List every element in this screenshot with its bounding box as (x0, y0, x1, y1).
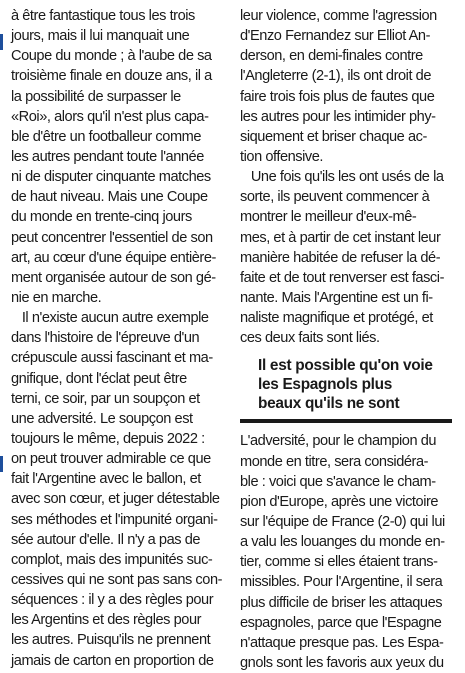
right-column (240, 6, 456, 673)
text-line: fait l'Argentine avec le ballon, et (11, 471, 201, 488)
margin-marker-top (0, 34, 3, 50)
text-line: mes, et à partir de cet instant leur (240, 229, 441, 246)
text-line: missibles. Pour l'Argentine, il sera (240, 574, 443, 591)
text-line: toujours le même, depuis 2022 : (11, 430, 205, 447)
text-line: les autres pour les intimider phy- (240, 108, 436, 125)
text-line: jours, mais il lui manquait une (11, 28, 190, 45)
text-line: gnols sont les favoris aux yeux du (240, 654, 444, 671)
text-line: tier, comme si elles étaient trans- (240, 554, 438, 571)
text-line: art, au cœur d'une équipe entière- (11, 249, 216, 266)
section-gap (240, 348, 456, 354)
text-line: à être fantastique tous les trois (11, 8, 195, 24)
text-line: nante. Mais l'Argentine est un fi- (240, 289, 433, 306)
left-column (11, 6, 224, 671)
text-line: «Roi», alors qu'il n'est plus capa- (11, 108, 209, 125)
text-line: cessives qui ne sont pas sans con- (11, 571, 223, 588)
text-line: on peut trouver admirable ce que (11, 451, 211, 468)
text-line: ment organisée autour de son gé- (11, 269, 216, 286)
text-line: L'adversité, pour le champion du (240, 433, 437, 450)
text-line: montrer le meilleur d'eux-mê- (240, 209, 417, 226)
text-line: ble : voici que s'avance le cham- (240, 473, 436, 490)
text-line: ces deux faits sont liés. (240, 330, 380, 347)
text-line: n'attaque presque pas. Les Espa- (240, 634, 444, 651)
text-line: une adversité. Le soupçon est (11, 410, 193, 427)
body-paragraph (11, 308, 224, 671)
text-line: ni de disputer cinquante matches (11, 169, 211, 186)
text-line: ble d'être un footballeur comme (11, 128, 202, 145)
text-line: l'Angleterre (2-1), ils ont droit de (240, 68, 431, 85)
body-paragraph (240, 167, 456, 348)
text-line: séquences : il y a des règles pour (11, 592, 214, 609)
text-line: dans l'histoire de l'épreuve d'un (11, 330, 200, 347)
subheading-line: Il est possible qu'on voie (258, 357, 433, 375)
text-line: sorte, ils peuvent commencer à (240, 189, 430, 206)
text-line: Il n'existe aucun autre exemple (11, 310, 209, 327)
text-line: nie en marche. (11, 289, 102, 306)
margin-marker-bottom (0, 456, 3, 472)
text-line: derson, en demi-finales contre (240, 48, 423, 65)
text-line: tion offensive. (240, 148, 324, 165)
text-line: a valu les louanges du monde en- (240, 534, 445, 551)
subheading-rule (240, 419, 452, 423)
text-line: les autres pendant toute l'année (11, 148, 204, 165)
text-line: Une fois qu'ils les ont usés de la (240, 169, 444, 186)
text-line: naliste magnifique et protégé, et (240, 310, 433, 327)
text-line: jamais de carton en proportion de (11, 652, 214, 669)
text-line: du monde en trente-cinq jours (11, 209, 192, 226)
text-line: gnifique, dont l'éclat peut être (11, 370, 187, 387)
text-line: d'Enzo Fernandez sur Elliot An- (240, 28, 431, 45)
text-line: sée autour d'elle. Il n'y a pas de (11, 531, 201, 548)
body-paragraph (11, 6, 224, 308)
text-line: faite et de tout renverser est fasci- (240, 269, 444, 286)
text-line: peut concentrer l'essentiel de son (11, 229, 213, 246)
text-line: manière habitée de refuser la dé- (240, 249, 441, 266)
subheading-line: beaux qu'ils ne sont (258, 395, 400, 413)
body-paragraph (240, 431, 456, 673)
text-line: avec son cœur, et juger détestable (11, 491, 220, 508)
body-paragraph (240, 6, 456, 167)
text-line: sur l'équipe de France (2-0) qui lui (240, 513, 445, 530)
text-line: plus difficile de briser les attaques (240, 594, 443, 611)
text-line: de haut niveau. Mais une Coupe (11, 189, 208, 206)
text-line: les autres. Puisqu'ils ne prennent (11, 632, 211, 649)
subheading-line: les Espagnols plus (258, 376, 393, 394)
text-line: troisième finale en douze ans, il a (11, 68, 212, 85)
subheading (240, 356, 456, 413)
text-line: la possibilité de surpasser le (11, 88, 181, 105)
text-line: pion d'Europe, après une victoire (240, 493, 439, 510)
text-line: les Argentins et des règles pour (11, 612, 202, 629)
text-line: monde en titre, sera considéra- (240, 453, 429, 470)
text-line: ses méthodes et l'impunité organi- (11, 511, 218, 528)
text-line: complot, mais des impunités suc- (11, 551, 213, 568)
text-line: crépuscule aussi fascinant et ma- (11, 350, 213, 367)
text-line: espagnoles, parce que l'Espagne (240, 614, 442, 631)
text-line: siquement et briser chaque ac- (240, 128, 427, 145)
text-line: faire trois fois plus de fautes que (240, 88, 435, 105)
text-line: leur violence, comme l'agression (240, 8, 437, 24)
text-line: terni, ce soir, par un soupçon et (11, 390, 200, 407)
text-line: Coupe du monde ; à l'aube de sa (11, 48, 212, 65)
